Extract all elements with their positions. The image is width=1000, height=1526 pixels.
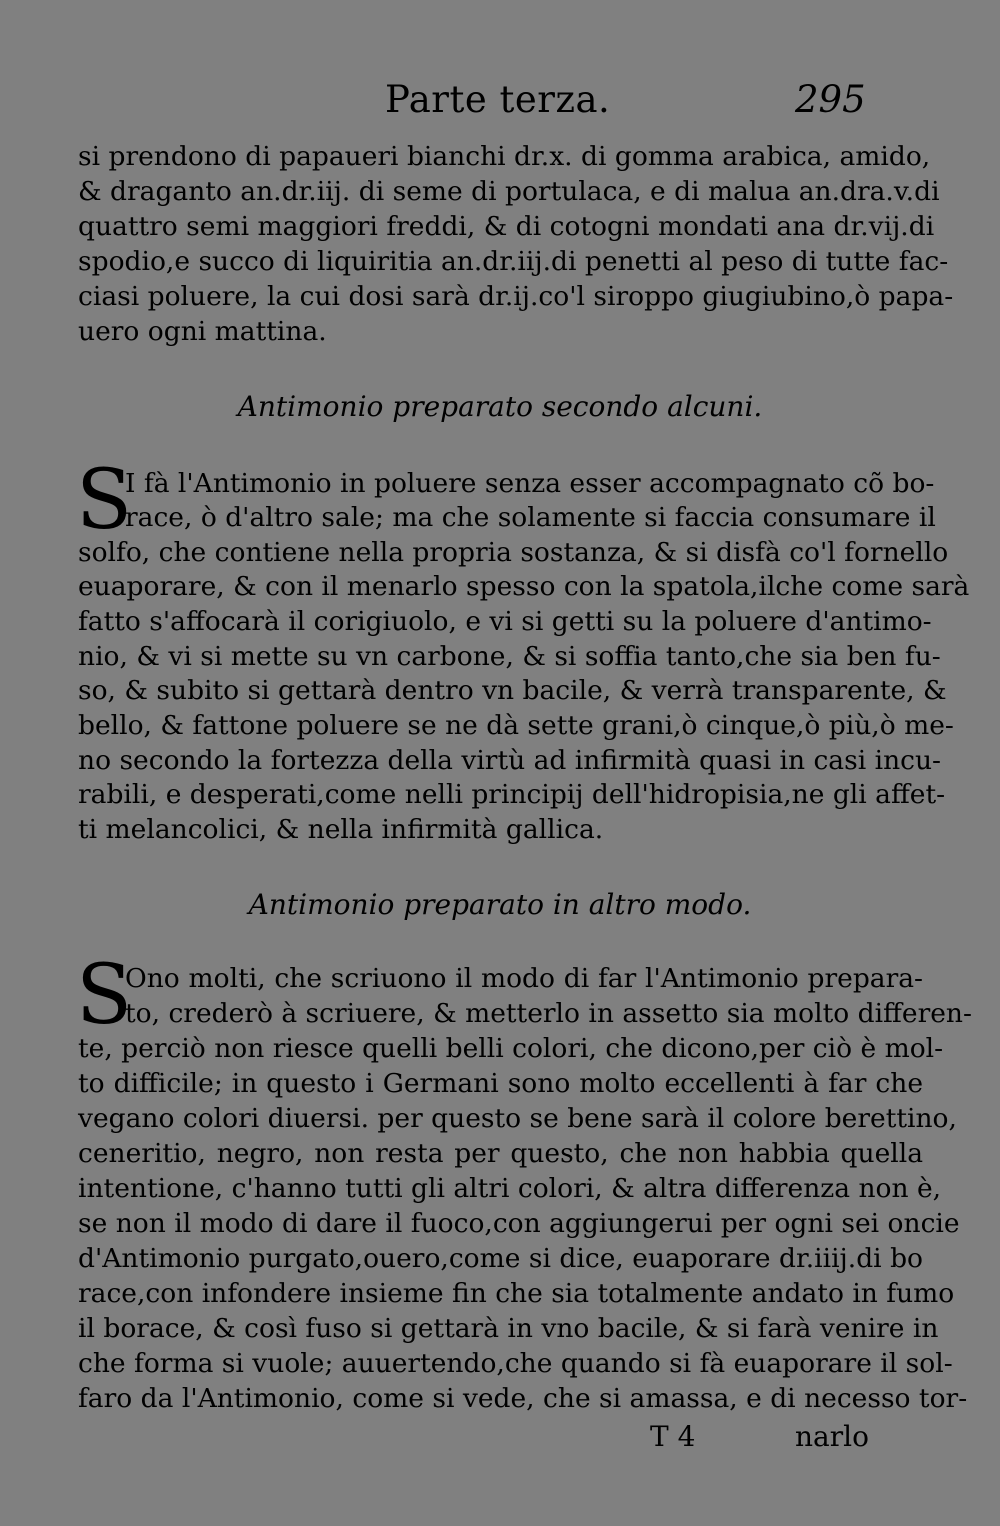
text-line: race,con infondere insieme fin che sia totalmente andato in fumo xyxy=(78,1278,955,1309)
text-line: & draganto an.dr.iij. di seme di portulaca, e di malua an.dra.v.di xyxy=(78,176,940,207)
text-line: il borace, & così fuso si gettarà in vno bacile, & si farà venire in xyxy=(78,1313,939,1344)
text-line: no secondo la fortezza della virtù ad infirmità quasi in casi incu- xyxy=(78,745,941,776)
text-line: fatto s'affocarà il corigiuolo, e vi si getti su la poluere d'antimo- xyxy=(78,606,932,637)
text-line: solfo, che contiene nella propria sostanza, & si disfà co'l fornello xyxy=(78,537,949,568)
text-line: to, crederò à scriuere, & metterlo in assetto sia molto differen- xyxy=(125,998,972,1029)
text-line: Ono molti, che scriuono il modo di far l'Antimonio prepara- xyxy=(125,963,923,994)
page-number: 295 xyxy=(795,78,866,121)
text-line: si prendono di papaueri bianchi dr.x. di gomma arabica, amido, xyxy=(78,141,931,172)
signature-mark: T 4 xyxy=(650,1420,696,1453)
drop-cap: S xyxy=(76,453,133,548)
text-line: rabili, e desperati,come nelli principij dell'hidropisia,ne gli affet- xyxy=(78,779,946,810)
text-line: d'Antimonio purgato,ouero,come si dice, euaporare dr.iiij.di bo xyxy=(78,1243,923,1274)
running-title: Parte terza. xyxy=(385,78,611,121)
text-line: ciasi poluere, la cui dosi sarà dr.ij.co'l siroppo giugiubino,ò papa- xyxy=(78,281,954,312)
text-line: euaporare, & con il menarlo spesso con la spatola,ilche come sarà xyxy=(78,571,970,602)
text-line: se non il modo di dare il fuoco,con aggiungerui per ogni sei oncie xyxy=(78,1208,960,1239)
catchword: narlo xyxy=(795,1420,869,1453)
text-line: ceneritio, negro, non resta per questo, che non habbia quella xyxy=(78,1138,923,1169)
section-heading: Antimonio preparato secondo alcuni. xyxy=(237,390,763,423)
text-line: quattro semi maggiori freddi, & di cotogni mondati ana dr.vij.di xyxy=(78,211,935,242)
text-line: nio, & vi si mette su vn carbone, & si soffia tanto,che sia ben fu- xyxy=(78,641,941,672)
page-header xyxy=(0,70,1000,130)
text-line: ti melancolici, & nella infirmità gallica. xyxy=(78,814,604,845)
text-line: vegano colori diuersi. per questo se bene sarà il colore berettino, xyxy=(78,1103,957,1134)
text-line: faro da l'Antimonio, come si vede, che si amassa, e di necesso tor- xyxy=(78,1383,968,1414)
text-line: bello, & fattone poluere se ne dà sette grani,ò cinque,ò più,ò me- xyxy=(78,710,954,741)
text-line: uero ogni mattina. xyxy=(78,316,327,347)
text-line: spodio,e succo di liquiritia an.dr.iij.di penetti al peso di tutte fac- xyxy=(78,246,949,277)
text-line: I fà l'Antimonio in poluere senza esser accompagnato cõ bo- xyxy=(125,468,935,499)
text-line: so, & subito si gettarà dentro vn bacile, & verrà transparente, & xyxy=(78,675,947,706)
section-heading: Antimonio preparato in altro modo. xyxy=(248,888,752,921)
text-line: te, perciò non riesce quelli belli colori, che dicono,per ciò è mol- xyxy=(78,1033,944,1064)
text-line: intentione, c'hanno tutti gli altri colori, & altra differenza non è, xyxy=(78,1173,942,1204)
drop-cap: S xyxy=(76,948,133,1043)
page-footer xyxy=(0,1420,1000,1470)
text-line: to difficile; in questo i Germani sono molto eccellenti à far che xyxy=(78,1068,923,1099)
text-line: che forma si vuole; auuertendo,che quando si fà euaporare il sol- xyxy=(78,1348,953,1379)
text-line: race, ò d'altro sale; ma che solamente si faccia consumare il xyxy=(125,502,936,533)
